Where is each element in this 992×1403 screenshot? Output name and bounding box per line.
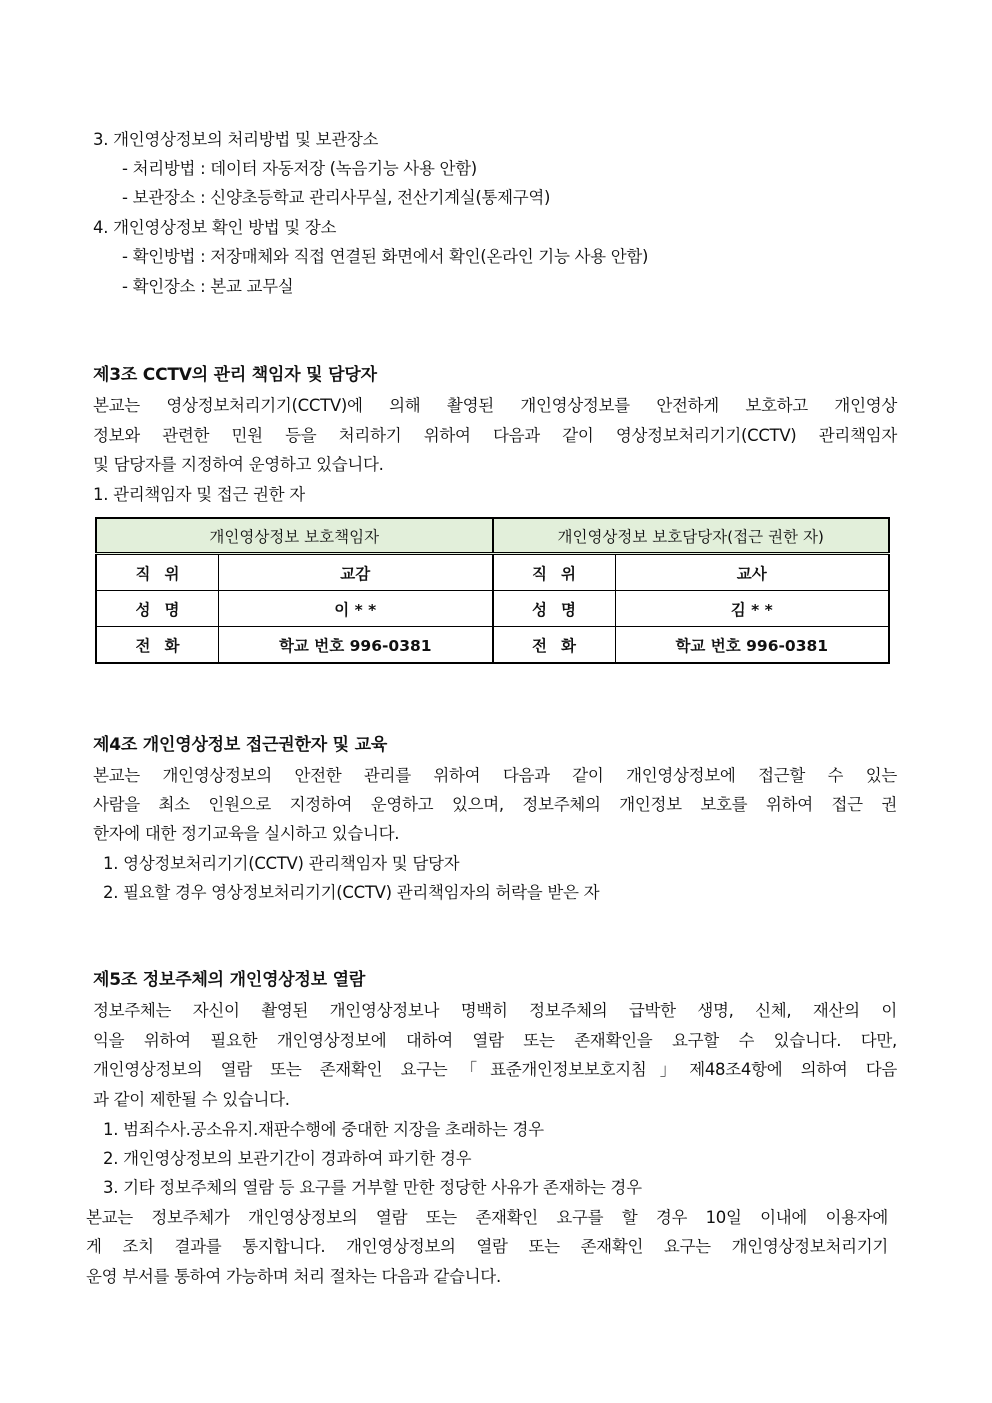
value-phone-staff: 학교 번호 996-0381 <box>615 627 889 664</box>
label-position: 직위 <box>96 554 219 591</box>
article-5-heading: 제5조 정보주체의 개인영상정보 열람 <box>93 970 366 990</box>
item-4-title: 4. 개인영상정보 확인 방법 및 장소 <box>93 218 337 237</box>
header-staff: 개인영상정보 보호담당자(접근 권한 자) <box>493 518 890 554</box>
article-5-paragraph-line: 과 같이 제한될 수 있습니다. <box>93 1090 290 1109</box>
item-4-bullet-method: - 확인방법 : 저장매체와 직접 연결된 화면에서 확인(온라인 기능 사용 안함) <box>122 247 649 266</box>
article-5-paragraph-line: 개인영상정보의 열람 또는 존재확인 요구는「표준개인정보보호지침」제48조4항에 의하여 다음 <box>93 1060 897 1079</box>
article-5-closing-line: 운영 부서를 통하여 가능하며 처리 절차는 다음과 같습니다. <box>86 1267 501 1286</box>
label-position: 직위 <box>493 554 616 591</box>
item-3-bullet-method: - 처리방법 : 데이터 자동저장 (녹음기능 사용 안함) <box>122 159 477 178</box>
table-row <box>96 554 889 591</box>
table-row <box>96 627 889 664</box>
article-3-heading: 제3조 CCTV의 관리 책임자 및 담당자 <box>93 365 377 385</box>
label-phone: 전화 <box>96 627 219 664</box>
item-3-bullet-storage: - 보관장소 : 신양초등학교 관리사무실, 전산기계실(통제구역) <box>122 188 551 207</box>
table-row <box>96 591 889 627</box>
article-3-list-title: 1. 관리책임자 및 접근 권한 자 <box>93 485 305 504</box>
article-4-paragraph-line: 본교는 개인영상정보의 안전한 관리를 위하여 다음과 같이 개인영상정보에 접근할 수 있는 <box>93 766 897 785</box>
article-4-heading: 제4조 개인영상정보 접근권한자 및 교육 <box>93 735 388 755</box>
article-3-paragraph-line: 본교는 영상정보처리기기(CCTV)에 의해 촬영된 개인영상정보를 안전하게 보호하고 개인영상 <box>93 396 897 415</box>
article-4-paragraph-line: 사람을 최소 인원으로 지정하여 운영하고 있으며, 정보주체의 개인정보 보호를 위하여 접근 권 <box>93 795 897 814</box>
article-3-paragraph-line: 정보와 관련한 민원 등을 처리하기 위하여 다음과 같이 영상정보처리기기(CCTV) 관리책임자 <box>93 426 897 445</box>
label-phone: 전화 <box>493 627 616 664</box>
value-phone-manager: 학교 번호 996-0381 <box>219 627 493 664</box>
value-name-staff: 김 * * <box>615 591 889 627</box>
article-4-list-item: 2. 필요할 경우 영상정보처리기기(CCTV) 관리책임자의 허락을 받은 자 <box>103 883 600 902</box>
article-4-paragraph-line: 한자에 대한 정기교육을 실시하고 있습니다. <box>93 824 400 843</box>
header-manager: 개인영상정보 보호책임자 <box>96 518 493 554</box>
article-3-paragraph-line: 및 담당자를 지정하여 운영하고 있습니다. <box>93 455 384 474</box>
item-4-bullet-place: - 확인장소 : 본교 교무실 <box>122 277 294 296</box>
value-position-manager: 교감 <box>219 554 493 591</box>
article-5-list-item: 1. 범죄수사.공소유지.재판수행에 중대한 지장을 초래하는 경우 <box>103 1120 544 1139</box>
label-name: 성명 <box>493 591 616 627</box>
cctv-manager-table <box>95 517 890 664</box>
article-5-paragraph-line: 정보주체는 자신이 촬영된 개인영상정보나 명백히 정보주체의 급박한 생명, 신체, 재산의 이 <box>93 1001 897 1020</box>
article-5-paragraph-line: 익을 위하여 필요한 개인영상정보에 대하여 열람 또는 존재확인을 요구할 수 있습니다. 다만, <box>93 1031 897 1050</box>
item-3-title: 3. 개인영상정보의 처리방법 및 보관장소 <box>93 130 379 149</box>
label-name: 성명 <box>96 591 219 627</box>
article-5-closing-line: 게 조치 결과를 통지합니다. 개인영상정보의 열람 또는 존재확인 요구는 개인영상정보처리기기 <box>86 1237 888 1256</box>
article-5-list-item: 3. 기타 정보주체의 열람 등 요구를 거부할 만한 정당한 사유가 존재하는 경우 <box>103 1178 642 1197</box>
article-5-list-item: 2. 개인영상정보의 보관기간이 경과하여 파기한 경우 <box>103 1149 472 1168</box>
value-position-staff: 교사 <box>615 554 889 591</box>
article-5-closing-line: 본교는 정보주체가 개인영상정보의 열람 또는 존재확인 요구를 할 경우 10일 이내에 이용자에 <box>86 1208 888 1227</box>
value-name-manager: 이 * * <box>219 591 493 627</box>
article-4-list-item: 1. 영상정보처리기기(CCTV) 관리책임자 및 담당자 <box>103 854 460 873</box>
